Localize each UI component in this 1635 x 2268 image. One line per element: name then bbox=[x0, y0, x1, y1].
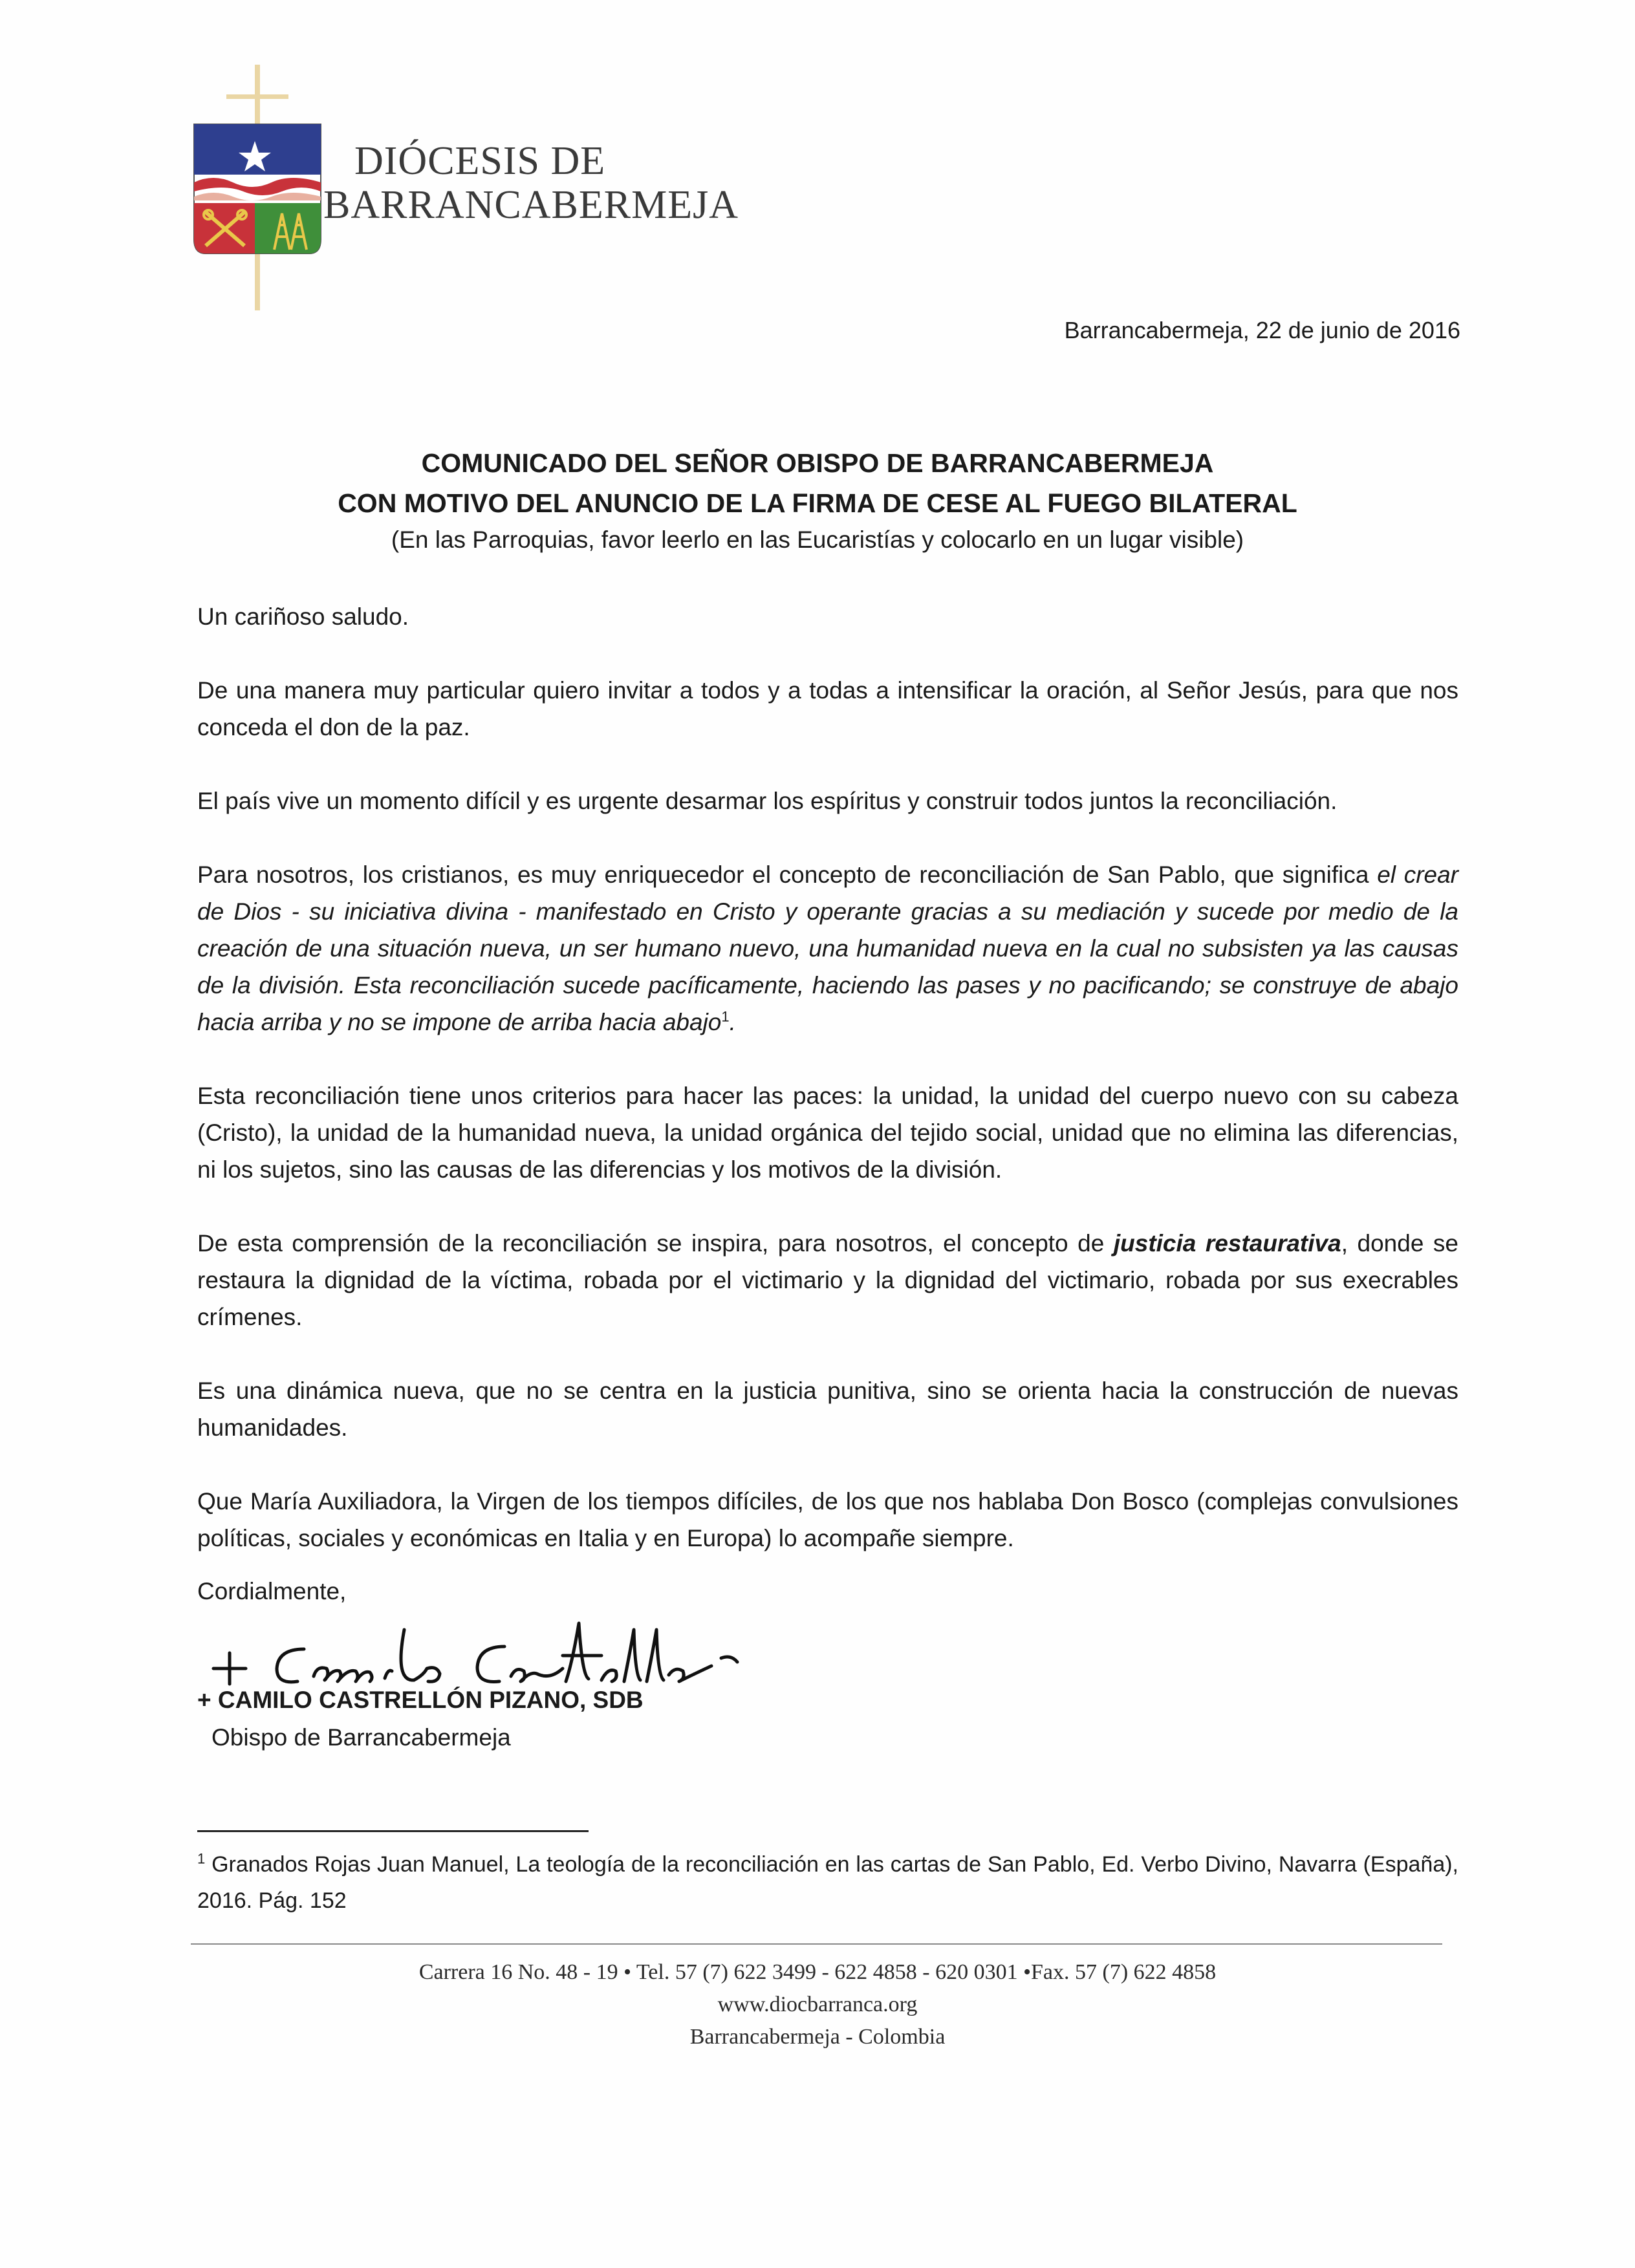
reading-instruction: (En las Parroquias, favor leerlo en las Eucaristías y colocarlo en un lugar visible) bbox=[391, 526, 1244, 553]
paragraph-3-quote: el crear de Dios - su iniciativa divina - manifestado en Cristo y operante gracias a su mediación y sucede por medio de la creación de una situación nueva, un ser humano nuevo, una humanidad nueva en la cual no subsisten ya las causas de la división. Esta reconciliación sucede pacíficamente, haciendo las pases y no pacificando; se construye de abajo hacia arriba y no se impone de arriba hacia abajo bbox=[197, 861, 1458, 1035]
paragraph-3-end: . bbox=[729, 1009, 736, 1035]
title-line1: COMUNICADO DEL SEÑOR OBISPO DE BARRANCABERMEJA bbox=[421, 448, 1214, 478]
paragraph-7: Que María Auxiliadora, la Virgen de los tiempos difíciles, de los que nos hablaba Don Bosco (complejas convulsiones políticas, sociales y económicas en Italia y en Europa) lo acompañe siempre. bbox=[197, 1488, 1458, 1551]
paragraph-5 bbox=[197, 1225, 1458, 1335]
title-line2: CON MOTIVO DEL ANUNCIO DE LA FIRMA DE CESE AL FUEGO BILATERAL bbox=[338, 488, 1297, 518]
paragraph-6: Es una dinámica nueva, que no se centra en la justicia punitiva, sino se orienta hacia la construcción de nuevas humanidades. bbox=[197, 1377, 1458, 1441]
paragraph-5-text-c: , donde se restaura la dignidad de la víctima, robada por el victimario y la dignidad del victimario, robada por sus execrables crímenes. bbox=[197, 1230, 1459, 1330]
footer-city: Barrancabermeja - Colombia bbox=[689, 2025, 946, 2049]
greeting: Un cariñoso saludo. bbox=[197, 603, 409, 630]
letterhead-footer bbox=[0, 1956, 1635, 2053]
diocese-name-line1: DIÓCESIS DE bbox=[354, 139, 606, 183]
signer-name: + CAMILO CASTRELLÓN PIZANO, SDB bbox=[197, 1687, 644, 1713]
letter-title bbox=[0, 443, 1635, 523]
restorative-justice-term: justicia restaurativa bbox=[1113, 1230, 1341, 1257]
diocese-name-line2: BARRANCABERMEJA bbox=[323, 183, 739, 227]
footnote bbox=[197, 1846, 1458, 1919]
letter-date: Barrancabermeja, 22 de junio de 2016 bbox=[1064, 317, 1460, 343]
diocese-name bbox=[323, 139, 739, 227]
signer-role: Obispo de Barrancabermeja bbox=[211, 1724, 511, 1751]
footer-website: www.diocbarranca.org bbox=[717, 1993, 918, 2016]
diocese-coat-of-arms-icon bbox=[188, 65, 330, 310]
paragraph-5-text-a: De esta comprensión de la reconciliación se inspira, para nosotros, el concepto de bbox=[197, 1230, 1114, 1257]
paragraph-1: De una manera muy particular quiero invitar a todos y a todas a intensificar la oración, al Señor Jesús, para que nos conceda el don de la paz. bbox=[197, 677, 1458, 740]
footnote-divider bbox=[197, 1830, 589, 1832]
paragraph-3 bbox=[197, 856, 1458, 1041]
footer-address: Carrera 16 No. 48 - 19 • Tel. 57 (7) 622 3499 - 622 4858 - 620 0301 •Fax. 57 (7) 622 4858 bbox=[418, 1960, 1217, 1984]
paragraph-3-text: Para nosotros, los cristianos, es muy enriquecedor el concepto de reconciliación de San Pablo, que significa bbox=[197, 861, 1378, 888]
letter-body bbox=[197, 598, 1458, 1593]
footnote-reference: 1 bbox=[721, 1008, 730, 1025]
closing-salutation: Cordialmente, bbox=[197, 1578, 347, 1604]
paragraph-4: Esta reconciliación tiene unos criterios para hacer las paces: la unidad, la unidad del cuerpo nuevo con su cabeza (Cristo), la unidad de la humanidad nueva, la unidad orgánica del tejido social, unidad que no elimina las diferencias, ni los sujetos, sino las causas de las diferencias y los motivos de la división. bbox=[197, 1083, 1458, 1183]
footnote-text: Granados Rojas Juan Manuel, La teología de la reconciliación en las cartas de San Pablo, Ed. Verbo Divino, Navarra (España), 2016. Pág. 152 bbox=[197, 1852, 1458, 1913]
signer-block bbox=[197, 1681, 644, 1756]
paragraph-2: El país vive un momento difícil y es urgente desarmar los espíritus y construir todos juntos la reconciliación. bbox=[197, 788, 1337, 814]
footer-divider bbox=[191, 1943, 1442, 1945]
footnote-mark: 1 bbox=[197, 1850, 206, 1867]
